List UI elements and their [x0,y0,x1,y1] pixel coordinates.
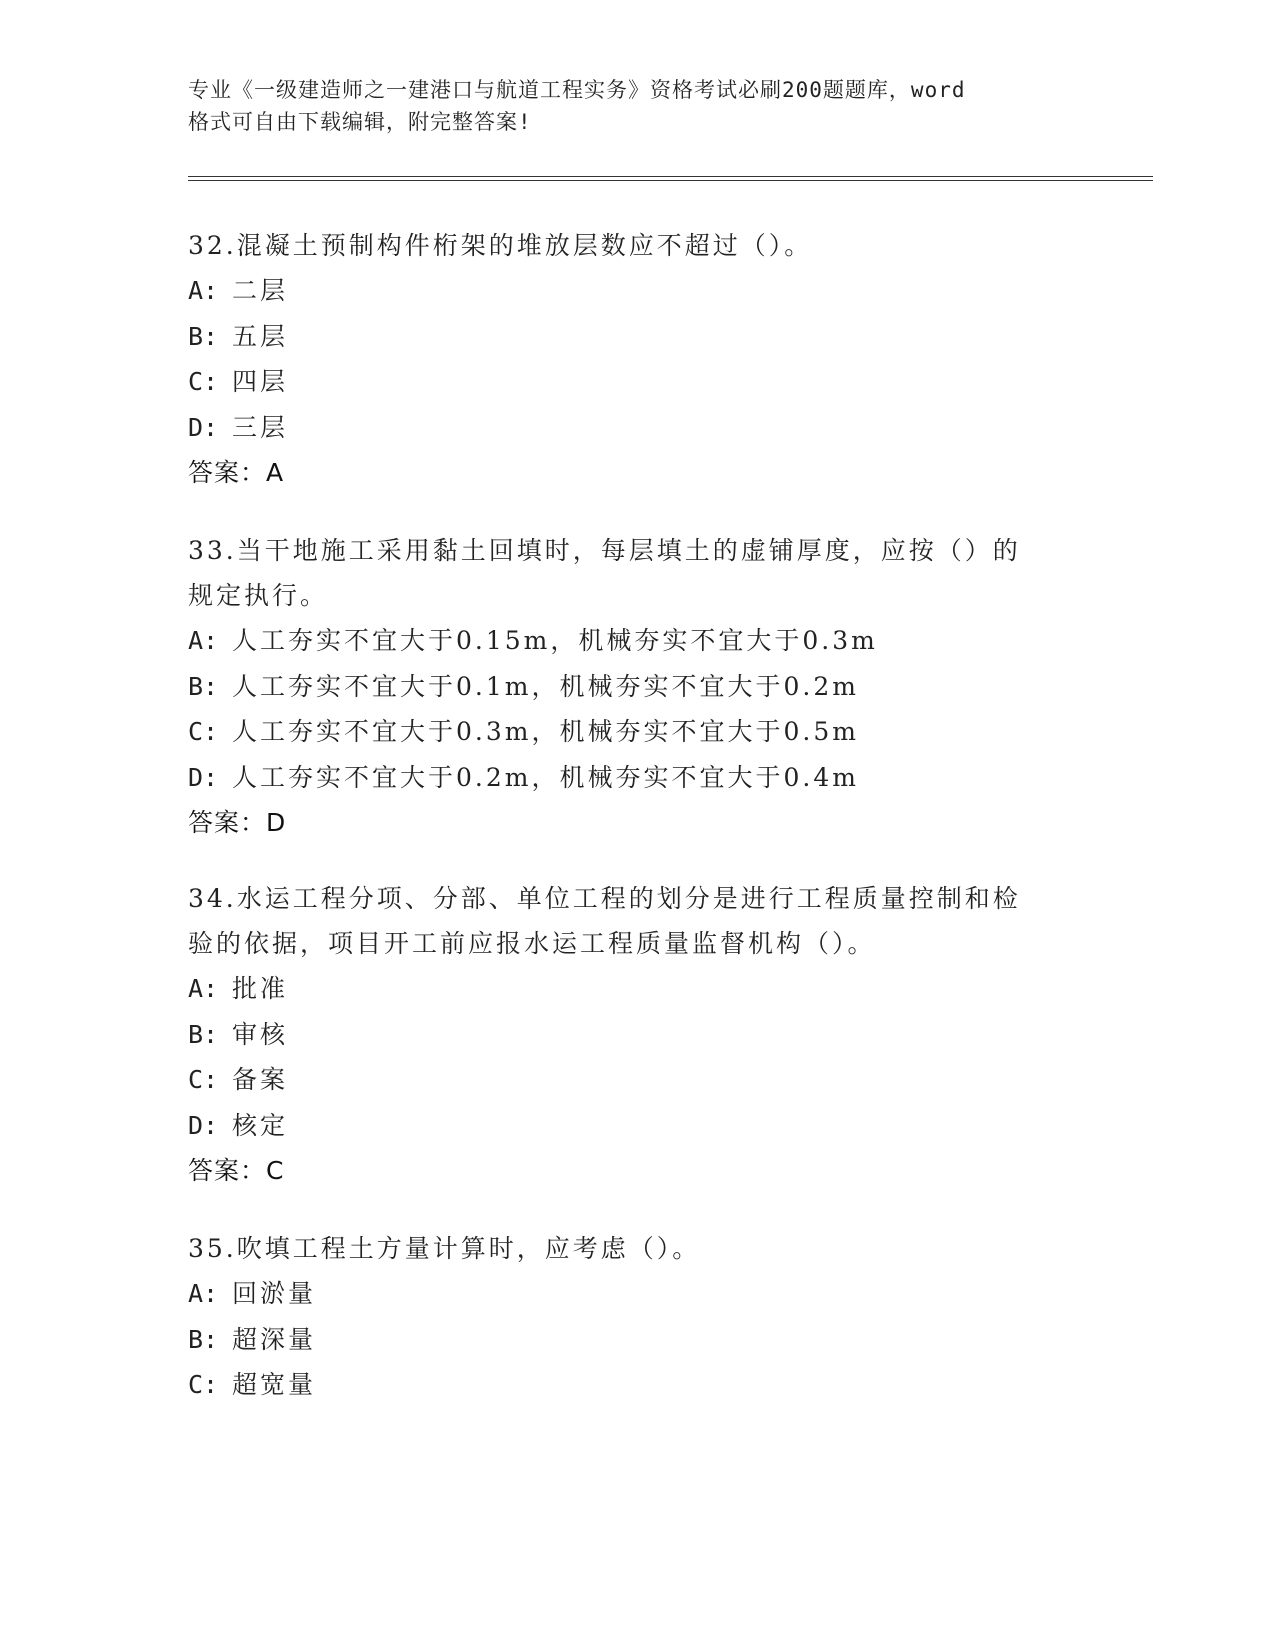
question-33 [188,528,1048,846]
option-text: 人工夯实不宜大于0.2m，机械夯实不宜大于0.4m [232,762,859,792]
option-b [188,664,1048,710]
answer-line: 答案：A [188,458,285,487]
option-key: C: [188,1370,219,1399]
option-key: B: [188,1324,219,1354]
option-c [188,709,1048,755]
option-b [188,1012,1048,1058]
answer-line: 答案：D [188,808,287,837]
question-32 [188,223,1088,496]
option-key: A: [188,276,219,305]
option-text: 三层 [232,412,289,442]
option-a [188,1271,1088,1317]
option-c [188,359,1088,405]
option-key: A: [188,1279,219,1308]
option-a [188,966,1048,1012]
option-d [188,405,1088,451]
option-text: 备案 [232,1065,289,1094]
question-stem: 33.当干地施工采用黏土回填时，每层填土的虚铺厚度，应按（）的规定执行。 [188,536,1021,610]
question-stem: 34.水运工程分项、分部、单位工程的划分是进行工程质量控制和检验的依据，项目开工前应报水运工程质量监督机构（）。 [188,884,1021,958]
option-text: 四层 [232,367,289,396]
option-key: B: [188,321,219,351]
option-b [188,1317,1088,1363]
option-c [188,1362,1088,1408]
option-key: D: [188,1110,219,1140]
option-key: A: [188,974,219,1003]
option-text: 超深量 [232,1324,317,1354]
option-a [188,268,1088,314]
option-c [188,1057,1048,1103]
option-key: A: [188,626,219,655]
option-b [188,314,1088,360]
header-double-rule [188,176,1153,181]
option-text: 审核 [232,1019,289,1049]
option-text: 人工夯实不宜大于0.15m，机械夯实不宜大于0.3m [232,626,878,655]
option-d [188,1103,1048,1149]
option-key: C: [188,1065,219,1094]
question-35 [188,1226,1088,1408]
option-text: 人工夯实不宜大于0.3m，机械夯实不宜大于0.5m [232,717,859,746]
option-text: 超宽量 [232,1370,317,1399]
option-text: 五层 [232,321,289,351]
option-d [188,755,1048,801]
header-title-line-1: 专业《一级建造师之一建港口与航道工程实务》资格考试必刷200题题库，word [188,78,966,102]
option-key: C: [188,367,219,396]
option-text: 批准 [232,974,289,1003]
option-key: D: [188,762,219,792]
header-title-line-2: 格式可自由下载编辑，附完整答案! [188,110,532,134]
option-a [188,618,1048,664]
question-stem: 35.吹填工程土方量计算时，应考虑（）。 [188,1234,701,1263]
option-key: C: [188,717,219,746]
question-stem: 32.混凝土预制构件桁架的堆放层数应不超过（）。 [188,231,813,260]
question-34 [188,876,1048,1194]
option-text: 核定 [232,1110,289,1140]
option-text: 二层 [232,276,289,305]
document-header [188,74,1068,138]
option-key: B: [188,1019,219,1049]
option-key: B: [188,671,219,701]
option-text: 回淤量 [232,1279,317,1308]
option-key: D: [188,412,219,442]
option-text: 人工夯实不宜大于0.1m，机械夯实不宜大于0.2m [232,671,859,701]
answer-line: 答案：C [188,1156,285,1185]
